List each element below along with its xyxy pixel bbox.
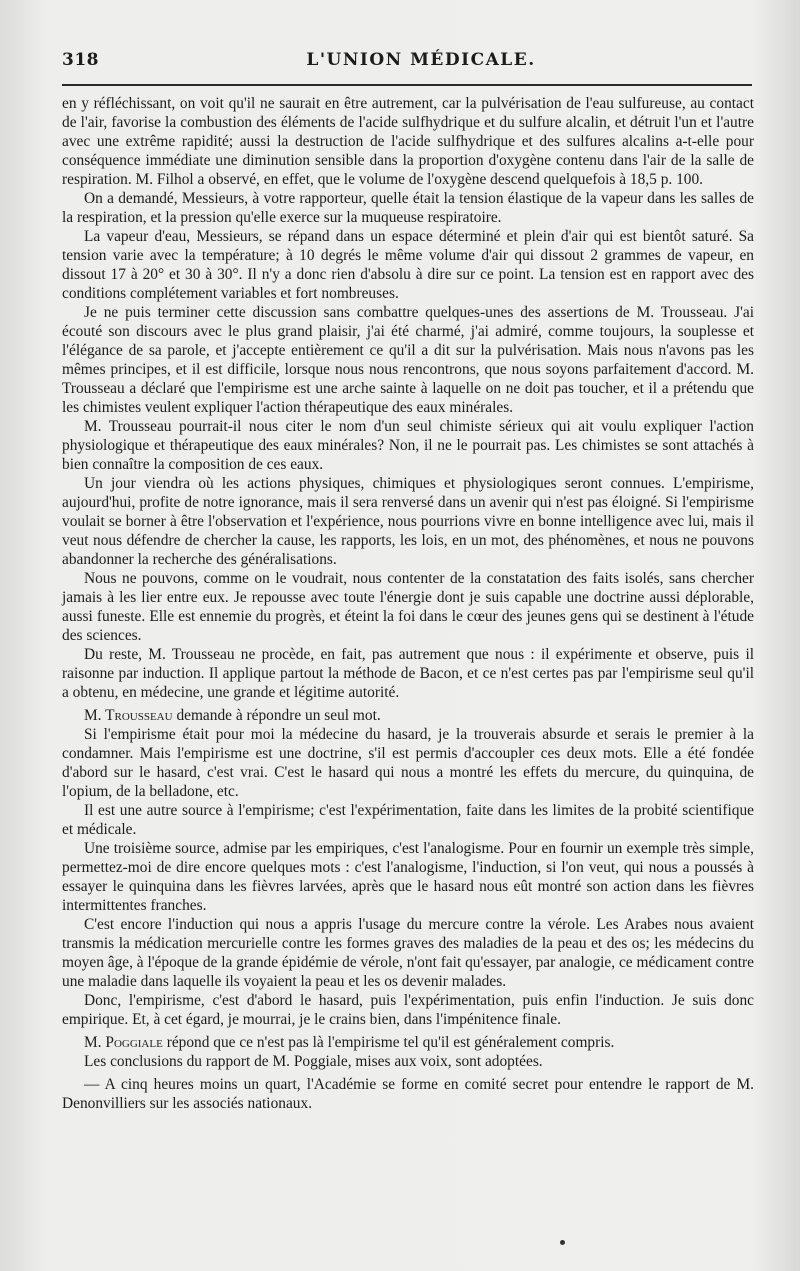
page-header [62, 50, 750, 72]
body-text [62, 94, 754, 1113]
reply-text: répond que ce n'est pas là l'empirisme tel qu'il est généralement compris. [166, 1034, 615, 1051]
speaker-name: M. Trousseau [84, 707, 173, 724]
conclusion-paragraph: Les conclusions du rapport de M. Poggiale, mises aux voix, sont adoptées. [84, 1053, 543, 1070]
header-rule [62, 84, 752, 86]
print-mark [560, 1240, 565, 1245]
paragraph: On a demandé, Messieurs, à votre rapporteur, quelle était la tension élastique de la vapeur dans les salles de la respiration, et la pression qu'elle exerce sur la muqueuse respiratoire. [62, 190, 754, 226]
poggiale-reply [62, 1033, 754, 1052]
paragraph: Un jour viendra où les actions physiques, chimiques et physiologiques seront connues. L'empirisme, aujourd'hui, profite de notre ignorance, mais il sera renversé dans un avenir qui n'est pas éloigné. Si l'empirisme voulait se borner à être l'observation et l'expérience, nous pourrions vivre en bonne intelligence avec lui, mais il veut nous défendre de chercher la cause, les rapports, les lois, en un mot, des phénomènes, et nous ne pouvons abandonner la recherche des généralisations. [62, 475, 754, 568]
reply-text: demande à répondre un seul mot. [176, 707, 381, 724]
trousseau-reply-intro [62, 706, 754, 725]
paragraph: Nous ne pouvons, comme on le voudrait, nous contenter de la constatation des faits isolés, sans chercher jamais à les lier entre eux. Je repousse avec toute l'énergie dont je suis capable une doctrine aussi déplorable, aussi funeste. Elle est ennemie du progrès, et éteint la foi dans le cœur des jeunes gens qui se destinent à l'étude des sciences. [62, 570, 754, 644]
paragraph: M. Trousseau pourrait-il nous citer le nom d'un seul chimiste sérieux qui ait voulu expliquer l'action physiologique et thérapeutique des eaux minérales? Non, il ne le pourrait pas. Les chimistes se sont attachés à bien connaître la composition de ces eaux. [62, 418, 754, 473]
paragraph: Si l'empirisme était pour moi la médecine du hasard, je la trouverais absurde et serais le premier à la condamner. Mais l'empirisme est une doctrine, s'il est permis d'accoupler ces deux mots. Elle a été fondée d'abord sur le hasard, c'est vrai. C'est le hasard qui nous a montré les effets du mercure, du quinquina, de l'opium, de la belladone, etc. [62, 726, 754, 800]
paragraph: Donc, l'empirisme, c'est d'abord le hasard, puis l'expérimentation, puis enfin l'induction. Je suis donc empirique. Et, à cet égard, je mourrai, je le crains bien, dans l'impénitence finale. [62, 992, 754, 1028]
paragraph: Une troisième source, admise par les empiriques, c'est l'analogisme. Pour en fournir un exemple très simple, permettez-moi de dire encore quelques mots : c'est l'analogisme, l'induction, si l'on veut, qui nous a poussés à essayer le quinquina dans les fièvres larvées, après que le hasard nous eût montré son action dans les fièvres intermittentes franches. [62, 840, 754, 914]
paragraph: Je ne puis terminer cette discussion sans combattre quelques-unes des assertions de M. Trousseau. J'ai écouté son discours avec le plus grand plaisir, j'ai été charmé, j'ai admiré, comme toujours, la souplesse et l'élégance de sa parole, et j'accepte entièrement ce qu'il a dit sur la pulvérisation. Mais nous n'avons pas les mêmes principes, et il est difficile, lorsque nous nous rencontrons, que nous soyons parfaitement d'accord. M. Trousseau a déclaré que l'empirisme est une arche sainte à laquelle on ne doit pas toucher, et il a prétendu que les chimistes veulent expliquer l'action thérapeutique des eaux minérales. [62, 304, 754, 416]
page-number: 318 [62, 50, 99, 70]
paragraph: Du reste, M. Trousseau ne procède, en fait, pas autrement que nous : il expérimente et observe, puis il raisonne par induction. Il applique partout la méthode de Bacon, et ce n'est certes pas par l'empirisme seul qu'il a obtenu, en médecine, une grande et légitime autorité. [62, 646, 754, 701]
paragraph: La vapeur d'eau, Messieurs, se répand dans un espace déterminé et plein d'air qui est bientôt saturé. Sa tension varie avec la température; à 10 degrés le même volume d'air qui dissout 2 grammes de vapeur, en dissout 17 à 20° et 30 à 30°. Il n'y a donc rien d'absolu à dire sur ce point. La tension est en rapport avec des conditions complétement variables et fort nombreuses. [62, 228, 754, 302]
paragraph: en y réfléchissant, on voit qu'il ne saurait en être autrement, car la pulvérisation de l'eau sulfureuse, au contact de l'air, favorise la combustion des éléments de l'acide sulfhydrique et du sulfure alcalin, et détruit l'un et l'autre avec une extrême rapidité; aussi la destruction de l'acide sulfhydrique et des sulfures alcalins a-t-elle pour conséquence immédiate une diminution sensible dans la proportion d'oxygène contenu dans l'air de la salle de respiration. M. Filhol a observé, en effet, que le volume de l'oxygène descend quelquefois à 18,5 p. 100. [62, 95, 754, 188]
closing-paragraph: — A cinq heures moins un quart, l'Académie se forme en comité secret pour entendre le rapport de M. Denonvilliers sur les associés nationaux. [62, 1076, 754, 1112]
speaker-name: M. Poggiale [84, 1034, 163, 1051]
paragraph: C'est encore l'induction qui nous a appris l'usage du mercure contre la vérole. Les Arabes nous avaient transmis la médication mercurielle contre les formes graves des maladies de la peau et des os; les médecins du moyen âge, à l'époque de la grande épidémie de vérole, n'ont fait qu'essayer, par analogie, ce médicament contre une maladie dans laquelle ils voyaient la peau et les os devenir malades. [62, 916, 754, 990]
running-title: L'UNION MÉDICALE. [306, 50, 536, 70]
paragraph: Il est une autre source à l'empirisme; c'est l'expérimentation, faite dans les limites de la probité scientifique et médicale. [62, 802, 754, 838]
